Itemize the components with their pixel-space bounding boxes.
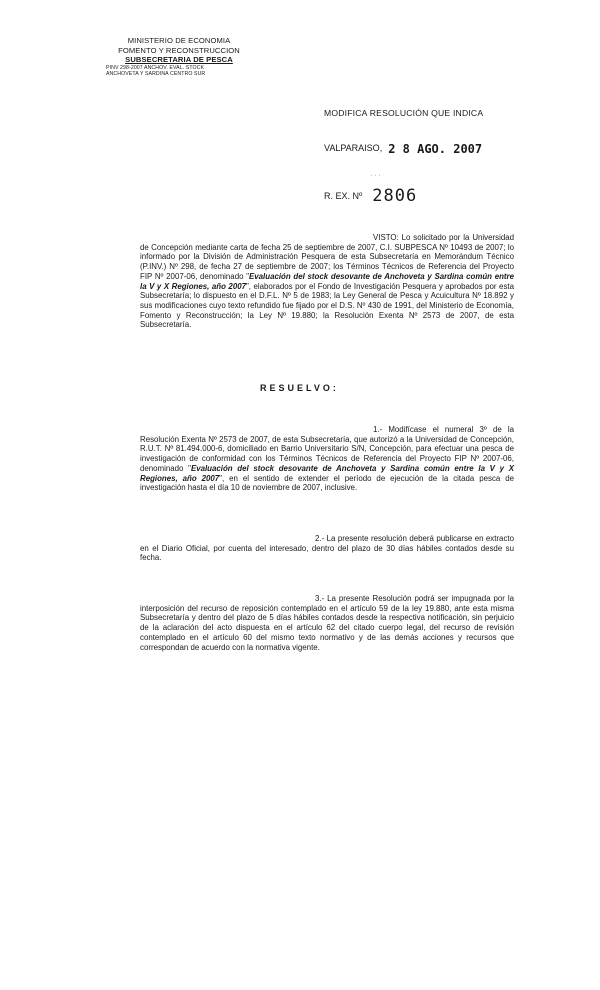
visto-paragraph (140, 233, 514, 330)
letterhead-ministry-2: FOMENTO Y RECONSTRUCCION (118, 45, 240, 55)
letterhead-reference: PINV 298-2007 ANCHOV. EVAL. STOCK (106, 64, 205, 71)
visto-lead: VISTO: (373, 233, 399, 242)
document-subject: MODIFICA RESOLUCIÓN QUE INDICA (324, 108, 484, 118)
item-2-body: extracto en el Diario Oficial, por cuenta del interesado, dentro del plazo de 30 días hábiles contados desde su fecha. (140, 534, 514, 563)
item-1-body: Exenta Nº 2573 de 2007, de esta Subsecretaría, que autorizó a la Universidad de Concepción, R.U.T. Nº 81.494.000-6, domiciliado en Barrio Universitario S/N, Concepción, para efectuar una pesca de investigación de conformidad con los Términos Técnicos de Referencia del Proyecto FIP Nº 2007-06, denominado " (140, 434, 514, 473)
resolution-number-value: 2806 (372, 186, 418, 206)
letterhead-ministry: MINISTERIO DE ECONOMIA (127, 36, 231, 45)
item-2-lead: 2.- La presente resolución deberá publicarse en (315, 534, 484, 543)
letterhead (104, 36, 254, 78)
visto-body: Lo solicitado por la Universidad de Concepción mediante carta de fecha 25 de septiembre de 2007, C.I. SUBPESCA Nº 10493 de 2007; lo informado por la División de Administración Pesquera de esta Subsecretaría en Memorándum Técnico (P.INV.) Nº 298, de fecha 27 de septiembre de 2007; los Términos Técnicos de Referencia del Proyecto FIP Nº 2007-06, denominado " (140, 233, 514, 281)
item-3-body: impugnada por la interposición del recurso de reposición contemplado en el artículo 59 de la ley 19.880, ante esta misma Subsecretaría y dentro del plazo de 5 días hábiles contados desde la respectiva notificación, sin perjuicio de la aclaración del acto dispuesta en el artículo 62 del citado cuerpo legal, del recurso de revisión contemplado en el artículo 60 del mismo texto normativo y de las demás acciones y recursos que correspondan de acuerdo con la normativa vigente. (140, 594, 514, 652)
item-3 (140, 594, 514, 652)
letterhead-subsecretaria: SUBSECRETARIA DE PESCA (125, 55, 233, 65)
item-1 (140, 425, 514, 493)
place-label: VALPARAISO, (324, 143, 383, 153)
item-1-tail: ", en el sentido de extender el período de ejecución de la citada pesca de investigación hasta el día 10 de noviembre de 2007, inclusive. (140, 473, 514, 493)
visto-project-title: Evaluación del stock desovante de Anchoveta y Sardina común entre la V y X Regiones, año 2007 (140, 271, 514, 291)
item-1-project-title: Evaluación del stock desovante de Anchoveta y Sardina común entre la V y X Regiones, año 2007 (140, 463, 514, 483)
visto-tail: ", elaborados por el Fondo de Investigación Pesquera y aprobados por esta Subsecretaría; lo dispuesto en el D.F.L. Nº 5 de 1983; la Ley General de Pesca y Acuicultura Nº 18.892 y sus modificaciones cuyo texto refundido fue fijado por el D.S. Nº 430 de 1991, del Ministerio de Economía, Fomento y Reconstrucción; la Ley Nº 19.880; la Resolución Exenta Nº 2573 de 2007, de esta Subsecretaría. (140, 281, 514, 330)
resuelvo-heading: RESUELVO: (260, 383, 339, 393)
item-3-lead: 3.- La presente Resolución podrá ser (315, 594, 449, 603)
letterhead-reference-2: ANCHOVETA Y SARDINA CENTRO SUR (106, 71, 206, 78)
place-date (324, 140, 482, 154)
date-stamp: 2 8 AGO. 2007 (388, 142, 483, 156)
item-2 (140, 534, 514, 563)
stamp-dots: · · · (370, 172, 381, 179)
resolution-number (324, 184, 417, 204)
resolution-label: R. EX. Nº (324, 191, 363, 201)
item-1-lead: 1.- Modifícase el numeral 3º de la Resolución (140, 425, 514, 444)
